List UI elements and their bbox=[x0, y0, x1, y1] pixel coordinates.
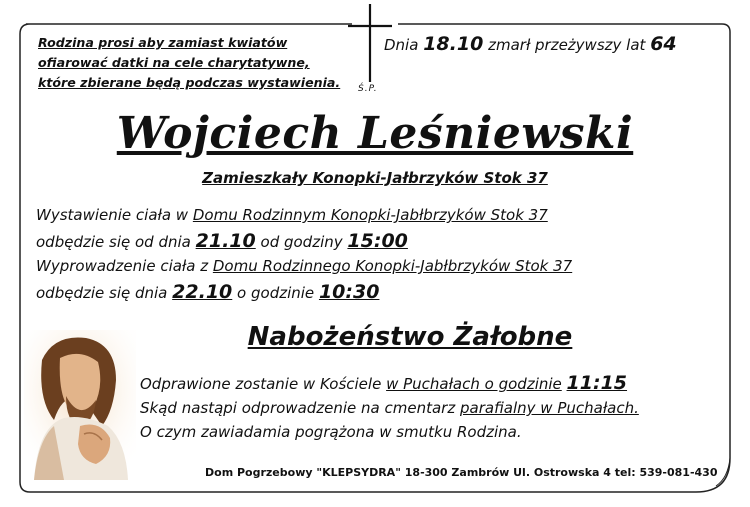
viewing-line-1 bbox=[36, 206, 548, 224]
death-prefix: Dnia bbox=[384, 36, 419, 54]
viewing-l1-place: Domu Rodzinnym Konopki-Jabłbrzyków Stok 37 bbox=[192, 206, 548, 224]
viewing-l4-date: 22.10 bbox=[172, 281, 233, 303]
flowers-note bbox=[38, 33, 340, 93]
residence: Zamieszkały Konopki-Jałbrzyków Stok 37 bbox=[202, 169, 548, 187]
service-line-3: O czym zawiadamia pogrążona w smutku Rodzina. bbox=[140, 423, 522, 441]
death-middle: zmarł przeżywszy lat bbox=[488, 36, 646, 54]
service-l2-pre: Skąd nastąpi odprowadzenie na cmentarz bbox=[140, 399, 456, 417]
service-line-2 bbox=[140, 399, 639, 417]
service-l1-pre: Odprawione zostanie w Kościele bbox=[140, 375, 382, 393]
note-line-2: ofiarować datki na cele charytatywne, bbox=[38, 55, 310, 70]
note-line-1: Rodzina prosi aby zamiast kwiatów bbox=[38, 35, 288, 50]
service-line-1 bbox=[140, 372, 627, 394]
death-date: 18.10 bbox=[423, 33, 484, 55]
viewing-line-3 bbox=[36, 257, 572, 275]
deceased-name: Wojciech Leśniewski bbox=[116, 108, 634, 159]
viewing-l1-pre: Wystawienie ciała w bbox=[36, 206, 189, 224]
viewing-line-2 bbox=[36, 230, 408, 252]
service-l1-time: 11:15 bbox=[566, 372, 628, 394]
viewing-l2-time: 15:00 bbox=[347, 230, 408, 252]
praying-jesus-image bbox=[24, 330, 136, 480]
service-l2-place: parafialny w Puchałach. bbox=[460, 399, 639, 417]
viewing-l2-mid: od godziny bbox=[260, 233, 343, 251]
death-age: 64 bbox=[650, 33, 677, 55]
viewing-l4-time: 10:30 bbox=[318, 281, 380, 303]
viewing-l3-pre: Wyprowadzenie ciała z bbox=[36, 257, 209, 275]
sp-label: Ś.P. bbox=[358, 84, 378, 94]
viewing-l4-pre: odbędzie się dnia bbox=[36, 284, 168, 302]
viewing-l3-place: Domu Rodzinnego Konopki-Jabłbrzyków Stok 37 bbox=[212, 257, 573, 275]
death-info bbox=[384, 33, 677, 55]
viewing-line-4 bbox=[36, 281, 379, 303]
viewing-l2-pre: odbędzie się od dnia bbox=[36, 233, 191, 251]
viewing-l4-mid: o godzinie bbox=[237, 284, 315, 302]
funeral-home-footer: Dom Pogrzebowy "KLEPSYDRA" 18-300 Zambrów Ul. Ostrowska 4 tel: 539-081-430 bbox=[205, 466, 718, 479]
service-l1-place: w Puchałach o godzinie bbox=[386, 375, 562, 393]
note-line-3: które zbierane będą podczas wystawienia. bbox=[38, 75, 341, 90]
service-title: Nabożeństwo Żałobne bbox=[247, 322, 573, 352]
viewing-l2-date: 21.10 bbox=[195, 230, 256, 252]
